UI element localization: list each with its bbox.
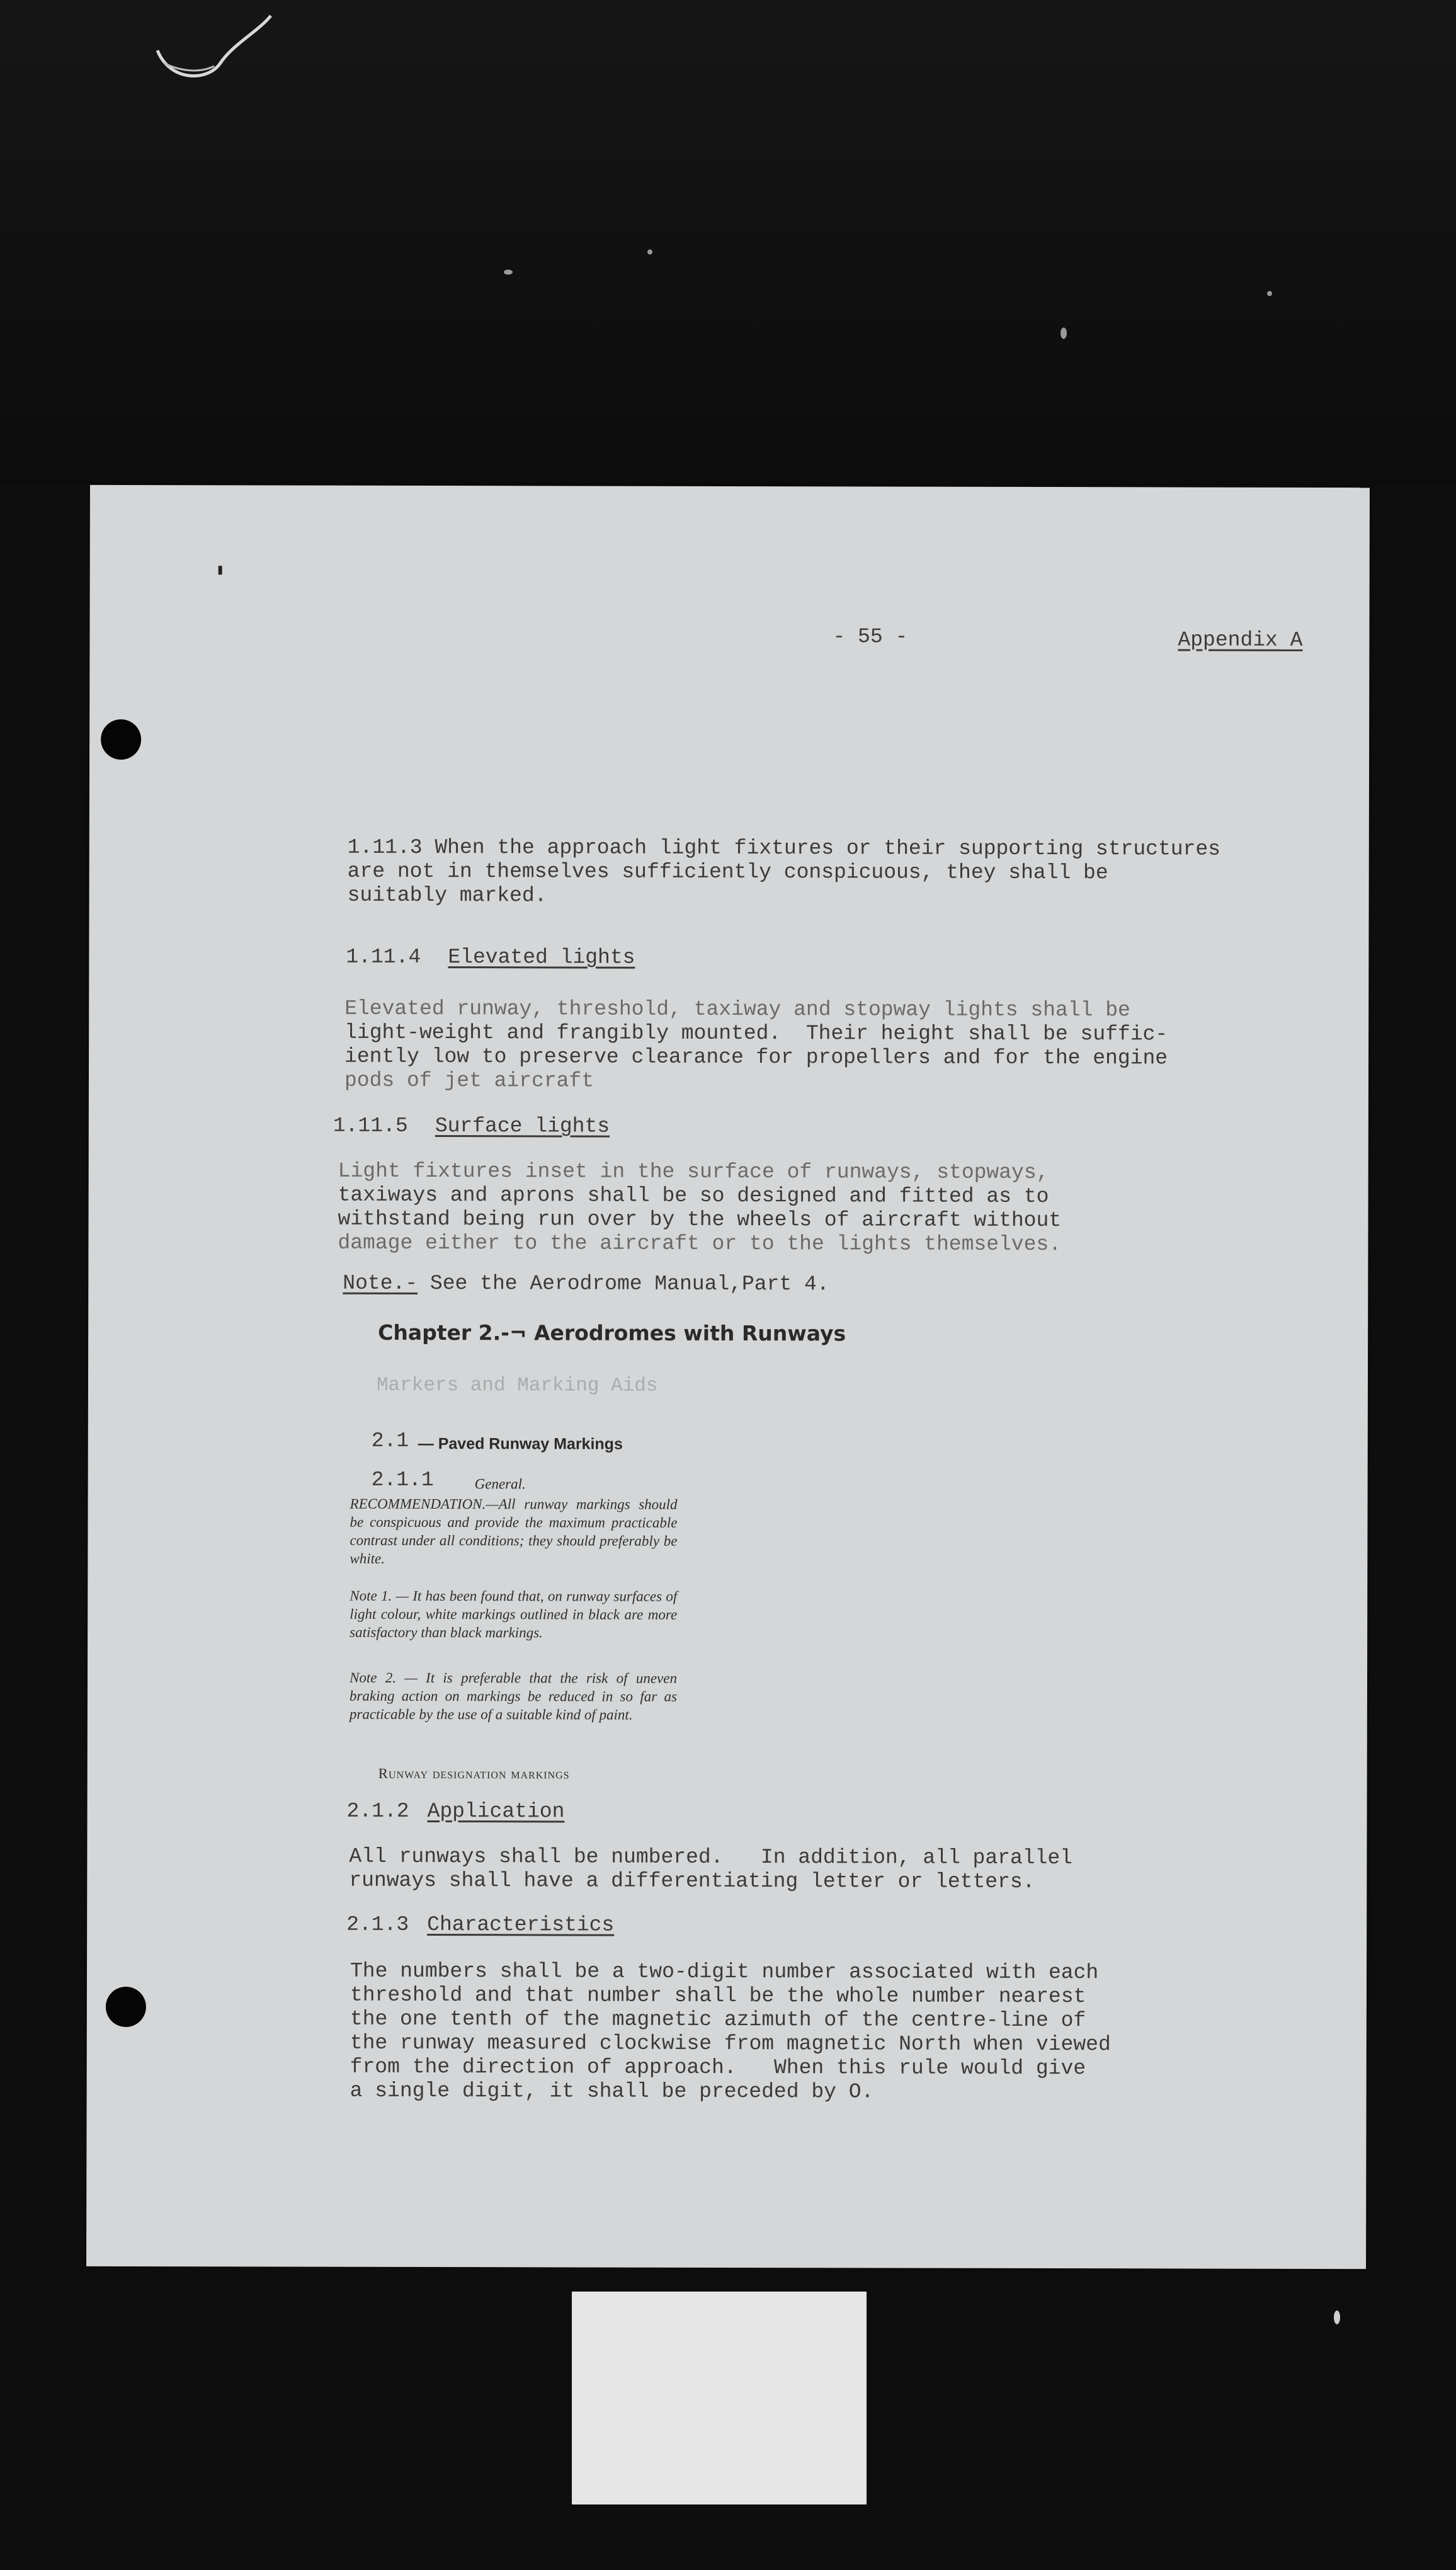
paragraph-2-1-3-line: the runway measured clockwise from magnetic North when viewed	[350, 2031, 1111, 2057]
paragraph-2-1-2-line: All runways shall be numbered. In addition, all parallel	[349, 1844, 1073, 1870]
dust-speck	[1061, 328, 1067, 339]
section-1-11-5-number: 1.11.5	[333, 1114, 408, 1138]
recommendation-text: RECOMMENDATION.—All runway markings should be conspicuous and provide the maximum practicable contrast under all conditions; they should preferably be white.	[350, 1495, 678, 1567]
document-page	[86, 485, 1370, 2269]
paragraph-1-11-4-line: pods of jet aircraft	[344, 1068, 594, 1093]
paragraph-1-11-3-line: are not in themselves sufficiently conspicuous, they shall be	[347, 859, 1108, 885]
chapter-subtitle: Markers and Marking Aids	[376, 1374, 658, 1397]
section-1-11-4-title: Elevated lights	[448, 945, 635, 969]
paragraph-1-11-5-line: Light fixtures inset in the surface of runways, stopways,	[338, 1159, 1049, 1185]
section-2-1-title: — Paved Runway Markings	[418, 1434, 623, 1453]
blank-card	[572, 2292, 867, 2504]
page-number: - 55 -	[833, 625, 908, 649]
dust-speck	[1334, 2310, 1340, 2324]
section-2-1-2-number: 2.1.2	[346, 1799, 409, 1823]
chapter-heading: Chapter 2.-¬ Aerodromes with Runways	[378, 1320, 846, 1346]
appendix-label: Appendix A	[1178, 628, 1303, 652]
punch-hole-bottom	[106, 1987, 146, 2027]
dust-speck	[1267, 291, 1272, 296]
section-1-11-4-number: 1.11.4	[346, 945, 421, 969]
ink-mark	[219, 566, 222, 574]
note-1-text: Note 1. — It has been found that, on runway surfaces of light colour, white markings outlined in black are more satisfactory than black markings.	[350, 1587, 678, 1641]
paragraph-1-11-4-line: light-weight and frangibly mounted. Their height shall be suffic-	[344, 1020, 1168, 1046]
paragraph-1-11-5-line: withstand being run over by the wheels of aircraft without	[338, 1207, 1062, 1233]
note-label: Note.-	[343, 1271, 418, 1295]
paragraph-2-1-3-line: a single digit, it shall be preceded by O.	[350, 2079, 874, 2104]
designation-heading: Runway designation markings	[378, 1765, 570, 1782]
section-2-1-1-number: 2.1.1	[371, 1468, 434, 1492]
dust-speck	[504, 270, 513, 275]
section-2-1-2-title: Application	[427, 1800, 565, 1824]
paragraph-1-11-5-line: damage either to the aircraft or to the lights themselves.	[338, 1231, 1062, 1257]
paragraph-1-11-4-line: Elevated runway, threshold, taxiway and stopway lights shall be	[344, 997, 1130, 1022]
paragraph-1-11-5-line: taxiways and aprons shall be so designed and fitted as to	[338, 1183, 1049, 1209]
paragraph-1-11-3-line: suitably marked.	[347, 883, 547, 908]
paragraph-2-1-3-line: the one tenth of the magnetic azimuth of the centre-line of	[350, 2007, 1086, 2033]
section-1-11-5-title: Surface lights	[435, 1114, 610, 1138]
staple-mark	[151, 13, 277, 82]
section-2-1-3-number: 2.1.3	[346, 1912, 409, 1936]
paragraph-2-1-3-line: The numbers shall be a two-digit number associated with each	[350, 1959, 1099, 1985]
punch-hole-top	[101, 719, 141, 760]
paragraph-2-1-2-line: runways shall have a differentiating letter or letters.	[349, 1868, 1035, 1894]
paragraph-2-1-3-line: threshold and that number shall be the whole number nearest	[350, 1983, 1086, 2009]
paragraph-2-1-3-line: from the direction of approach. When this rule would give	[350, 2055, 1086, 2081]
paragraph-1-11-4-line: iently low to preserve clearance for propellers and for the engine	[344, 1044, 1168, 1070]
paragraph-1-11-3-line: 1.11.3 When the approach light fixtures or their supporting structures	[347, 835, 1221, 861]
note-line	[343, 1272, 829, 1297]
section-2-1-number: 2.1	[371, 1429, 409, 1453]
note-text: See the Aerodrome Manual,Part 4.	[418, 1271, 829, 1296]
section-2-1-1-title: General.	[474, 1476, 526, 1492]
note-2-text: Note 2. — It is preferable that the risk of uneven braking action on markings be reduced in so far as practicable by the use of a suitable kind of paint.	[349, 1669, 678, 1723]
section-2-1-3-title: Characteristics	[427, 1913, 615, 1937]
dust-speck	[647, 249, 652, 254]
